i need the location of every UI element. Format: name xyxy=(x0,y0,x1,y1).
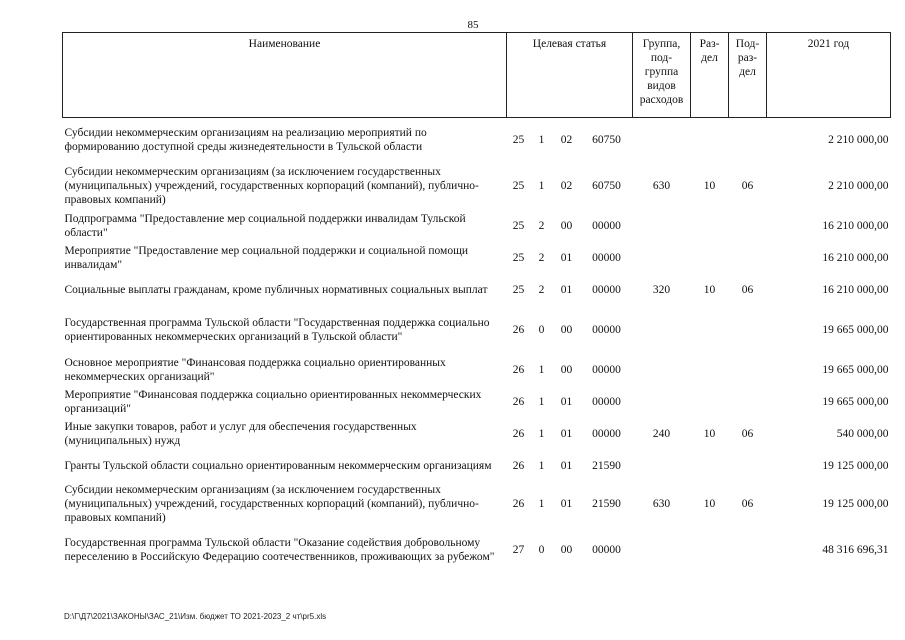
row-target-subprogram: 2 xyxy=(538,219,545,232)
row-name: Основное мероприятие "Финансовая поддержка социально ориентированных некоммерческих организаций" xyxy=(64,356,446,383)
table-row xyxy=(63,418,891,450)
row-expense-group xyxy=(633,306,691,354)
row-target-program: 25 xyxy=(512,133,525,146)
row-amount: 19 665 000,00 xyxy=(822,363,889,376)
row-section: 10 xyxy=(703,179,716,192)
row-target-program: 26 xyxy=(512,459,525,472)
table-row xyxy=(63,450,891,482)
row-target-subprogram: 1 xyxy=(538,459,545,472)
row-target-activity: 00 xyxy=(560,323,573,336)
row-target-subprogram: 2 xyxy=(538,251,545,264)
row-target-subprogram: 1 xyxy=(538,497,545,510)
row-name: Иные закупки товаров, работ и услуг для обеспечения государственных (муниципальных) нужд xyxy=(64,420,417,447)
row-name: Государственная программа Тульской области "Государственная поддержка социально ориентированных некоммерческих организаций в Тульской области" xyxy=(64,316,490,343)
row-target-program: 26 xyxy=(512,497,525,510)
row-target-activity: 00 xyxy=(560,219,573,232)
row-target-activity: 02 xyxy=(560,133,573,146)
row-target-program: 27 xyxy=(512,543,525,556)
row-amount: 19 665 000,00 xyxy=(822,395,889,408)
row-target-program: 25 xyxy=(512,179,525,192)
row-expense-group xyxy=(633,118,691,162)
table-row xyxy=(63,118,891,162)
row-target-subprogram: 1 xyxy=(538,179,545,192)
header-group: Группа, под-группа видов расходов xyxy=(633,33,691,118)
row-target-activity: 00 xyxy=(560,363,573,376)
row-target-direction: 60750 xyxy=(592,133,621,146)
row-section xyxy=(691,118,729,162)
row-target-direction: 00000 xyxy=(592,543,621,556)
row-target-activity: 01 xyxy=(560,427,573,440)
row-subsection xyxy=(729,386,767,418)
row-subsection: 06 xyxy=(741,497,754,510)
row-target-subprogram: 1 xyxy=(538,133,545,146)
row-target-activity: 01 xyxy=(560,283,573,296)
table-header xyxy=(63,33,891,118)
row-target-program: 25 xyxy=(512,251,525,264)
row-subsection: 06 xyxy=(741,427,754,440)
table-row xyxy=(63,274,891,306)
row-target-direction: 00000 xyxy=(592,283,621,296)
row-subsection xyxy=(729,118,767,162)
row-expense-group: 630 xyxy=(652,497,671,510)
row-subsection: 06 xyxy=(741,179,754,192)
row-subsection: 06 xyxy=(741,283,754,296)
row-section xyxy=(691,306,729,354)
row-target-direction: 00000 xyxy=(592,251,621,264)
table-row xyxy=(63,354,891,386)
row-amount: 16 210 000,00 xyxy=(822,283,889,296)
row-amount: 48 316 696,31 xyxy=(822,543,889,556)
row-expense-group xyxy=(633,210,691,242)
row-section: 10 xyxy=(703,427,716,440)
row-target-program: 26 xyxy=(512,395,525,408)
row-amount: 2 210 000,00 xyxy=(828,179,889,192)
header-year: 2021 год xyxy=(767,33,891,118)
budget-table xyxy=(62,32,891,574)
row-target-program: 25 xyxy=(512,219,525,232)
row-expense-group: 630 xyxy=(652,179,671,192)
row-section xyxy=(691,242,729,274)
row-name: Социальные выплаты гражданам, кроме публичных нормативных социальных выплат xyxy=(64,283,488,296)
row-target-subprogram: 1 xyxy=(538,395,545,408)
row-subsection xyxy=(729,450,767,482)
row-name: Подпрограмма "Предоставление мер социальной поддержки инвалидам Тульской области" xyxy=(64,212,466,239)
row-target-program: 26 xyxy=(512,363,525,376)
table-row xyxy=(63,306,891,354)
row-target-subprogram: 2 xyxy=(538,283,545,296)
table-row xyxy=(63,386,891,418)
row-amount: 16 210 000,00 xyxy=(822,219,889,232)
row-amount: 540 000,00 xyxy=(836,427,889,440)
row-expense-group xyxy=(633,242,691,274)
row-section xyxy=(691,354,729,386)
header-name: Наименование xyxy=(63,33,507,118)
row-section: 10 xyxy=(703,497,716,510)
row-target-direction: 21590 xyxy=(592,459,621,472)
row-subsection xyxy=(729,242,767,274)
table-row xyxy=(63,162,891,210)
table-body xyxy=(63,118,891,574)
row-section: 10 xyxy=(703,283,716,296)
row-target-program: 26 xyxy=(512,323,525,336)
row-target-activity: 01 xyxy=(560,395,573,408)
row-section xyxy=(691,210,729,242)
row-expense-group xyxy=(633,450,691,482)
footer-file-path: D:\Г\Д7\2021\ЗАКОНЫ\ЗАС_21\Изм. бюджет ТО 2021-2023_2 чт\pr5.xls xyxy=(64,612,327,621)
row-name: Государственная программа Тульской области "Оказание содействия добровольному переселению в Российскую Федерацию соотечественников, проживающих за рубежом" xyxy=(64,536,495,563)
row-subsection xyxy=(729,354,767,386)
row-target-subprogram: 1 xyxy=(538,363,545,376)
header-section: Раз-дел xyxy=(691,33,729,118)
row-name: Субсидии некоммерческим организациям (за исключением государственных (муниципальных) учреждений, государственных корпораций (компаний), публично-правовых компаний) xyxy=(64,483,479,524)
row-target-subprogram: 1 xyxy=(538,427,545,440)
table-row xyxy=(63,210,891,242)
row-section xyxy=(691,386,729,418)
row-section xyxy=(691,526,729,574)
table-row xyxy=(63,526,891,574)
row-expense-group xyxy=(633,354,691,386)
row-target-direction: 00000 xyxy=(592,363,621,376)
page-number: 85 xyxy=(467,19,479,31)
row-target-activity: 00 xyxy=(560,543,573,556)
row-name: Мероприятие "Финансовая поддержка социально ориентированных некоммерческих организаций" xyxy=(64,388,482,415)
row-target-subprogram: 0 xyxy=(538,543,545,556)
row-target-subprogram: 0 xyxy=(538,323,545,336)
row-target-program: 26 xyxy=(512,427,525,440)
row-target-direction: 00000 xyxy=(592,323,621,336)
row-name: Субсидии некоммерческим организациям на реализацию мероприятий по формированию доступной среды жизнедеятельности в Тульской области xyxy=(64,126,427,153)
row-section xyxy=(691,450,729,482)
row-name: Гранты Тульской области социально ориентированным некоммерческим организациям xyxy=(64,459,492,472)
row-target-direction: 00000 xyxy=(592,219,621,232)
row-target-activity: 02 xyxy=(560,179,573,192)
row-expense-group xyxy=(633,526,691,574)
row-amount: 19 125 000,00 xyxy=(822,459,889,472)
row-name: Мероприятие "Предоставление мер социальной поддержки и социальной помощи инвалидам" xyxy=(64,244,469,271)
row-name: Субсидии некоммерческим организациям (за исключением государственных (муниципальных) учреждений, государственных корпораций (компаний), публично-правовых компаний) xyxy=(64,165,479,206)
header-target-article: Целевая статья xyxy=(507,33,633,118)
row-expense-group xyxy=(633,386,691,418)
table-row xyxy=(63,242,891,274)
row-target-direction: 60750 xyxy=(592,179,621,192)
row-subsection xyxy=(729,306,767,354)
row-target-activity: 01 xyxy=(560,497,573,510)
row-amount: 2 210 000,00 xyxy=(828,133,889,146)
row-target-direction: 00000 xyxy=(592,395,621,408)
row-subsection xyxy=(729,210,767,242)
row-expense-group: 240 xyxy=(652,427,671,440)
header-subsection: Под-раз-дел xyxy=(729,33,767,118)
row-amount: 19 125 000,00 xyxy=(822,497,889,510)
row-target-direction: 21590 xyxy=(592,497,621,510)
row-amount: 16 210 000,00 xyxy=(822,251,889,264)
row-expense-group: 320 xyxy=(652,283,671,296)
table-row xyxy=(63,482,891,526)
row-subsection xyxy=(729,526,767,574)
row-target-direction: 00000 xyxy=(592,427,621,440)
row-amount: 19 665 000,00 xyxy=(822,323,889,336)
row-target-activity: 01 xyxy=(560,251,573,264)
row-target-program: 25 xyxy=(512,283,525,296)
row-target-activity: 01 xyxy=(560,459,573,472)
